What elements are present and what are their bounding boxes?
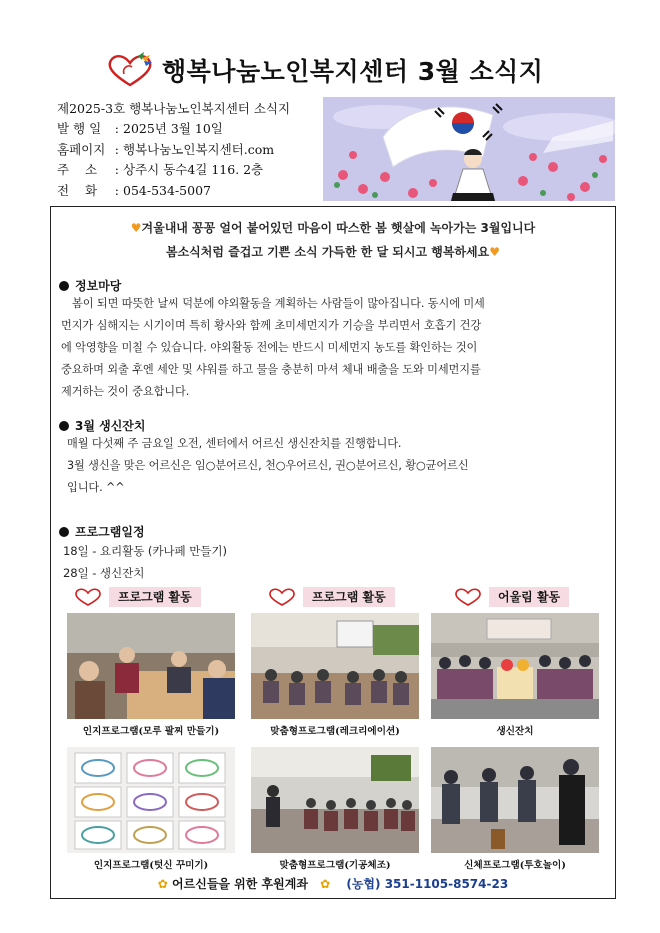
- phone-value: 054-534-5007: [123, 182, 211, 198]
- donation-account-number: (농협) 351-1105-8574-23: [346, 877, 509, 891]
- heart-icon: ♥: [489, 245, 500, 259]
- heart-icon: ♥: [130, 221, 142, 235]
- photo-caption: 맞춤형프로그램(레크리에이션): [270, 726, 400, 737]
- newsletter-body: [50, 206, 616, 899]
- donation-account: [51, 875, 615, 892]
- photo-birthday-party: [431, 613, 599, 719]
- schedule-item: 28일 - 생신잔치: [63, 566, 145, 580]
- flower-icon: ✿: [157, 877, 168, 891]
- photo-caption: 신체프로그램(투호놀이): [464, 860, 566, 871]
- issue-info: [57, 99, 319, 201]
- photo-tuho-game: [431, 747, 599, 853]
- publish-date-value: 2025년 3월 10일: [123, 121, 223, 137]
- gallery-tag: 프로그램 활동: [73, 587, 201, 607]
- hero-illustration: [323, 97, 615, 201]
- birthday-paragraph: 매월 다섯째 주 금요일 오전, 센터에서 어르신 생신잔치를 진행합니다. 3월 생신을 맞은 어르신은 임○분어르신, 천○우어르신, 권○분어르신, 황○균어르신 입니다. ^^: [67, 437, 469, 494]
- gallery-tag: 어울림 활동: [453, 587, 569, 607]
- flower-icon: ✿: [320, 877, 331, 891]
- section-title-info: 정보마당: [59, 277, 121, 294]
- photo-caption: 인지프로그램(모루 팔찌 만들기): [82, 726, 220, 737]
- photo-cognitive-shoe: [67, 747, 235, 853]
- bullet-icon: [59, 281, 69, 291]
- heart-logo-icon: [453, 588, 483, 606]
- address-label: 주 소: [57, 162, 98, 178]
- gallery-tag: 프로그램 활동: [267, 587, 395, 607]
- photo-qigong: [251, 747, 419, 853]
- issue-number: 제2025-3호 행복나눔노인복지센터 소식지: [57, 101, 291, 116]
- phone-row: 전 화 : 054-534-5007: [57, 181, 319, 201]
- schedule-list: [61, 540, 609, 584]
- address-row: 주 소 : 상주시 동수4길 116. 2층: [57, 160, 319, 180]
- photo-caption: 생신잔치: [496, 726, 534, 737]
- bullet-icon: [59, 421, 69, 431]
- donation-label: 어르신들을 위한 후원계좌: [172, 877, 308, 891]
- info-paragraph: 봄이 되면 따뜻한 날씨 덕분에 야외활동을 계획하는 사람들이 많아집니다. 동시에 미세 먼지가 심해지는 시기이며 특히 황사와 함께 초미세먼지가 기승을 부리면서 호흡기 건강 에 악영향을 미칠 수 있습니다. 야외활동 전에는 반드시 미세먼지 농도를 확인하는 것이 중요하며 외출 후엔 세안 및 샤워를 하고 물을 충분히 마셔 체내 배출을 도와 미세먼지를 제거하는 것이 중요합니다.: [61, 297, 485, 398]
- photo-recreation: [251, 613, 419, 719]
- photo-caption: 맞춤형프로그램(기공체조): [279, 860, 391, 871]
- phone-label: 전 화: [57, 182, 98, 198]
- homepage-row: 홈페이지 : 행복나눔노인복지센터.com: [57, 140, 319, 160]
- publish-date-label: 발 행 일: [57, 121, 102, 137]
- publish-date-row: 발 행 일 : 2025년 3월 10일: [57, 119, 319, 139]
- homepage-label: 홈페이지: [57, 141, 106, 157]
- bullet-icon: [59, 527, 69, 537]
- intro-line-1: ♥겨울내내 꽁꽁 얼어 붙어있던 마음이 따스한 봄 햇살에 녹아가는 3월입니다: [130, 221, 536, 235]
- homepage-link[interactable]: 행복나눔노인복지센터.com: [123, 141, 275, 157]
- address-value: 상주시 동수4길 116. 2층: [123, 162, 264, 178]
- intro-line-2: 봄소식처럼 즐겁고 기쁜 소식 가득한 한 달 되시고 행복하세요♥: [166, 245, 500, 259]
- schedule-item: 18일 - 요리활동 (카나페 만들기): [63, 544, 227, 558]
- section-title-birthday: 3월 생신잔치: [59, 417, 146, 434]
- heart-logo-icon: [104, 52, 156, 88]
- section-title-schedule: 프로그램일정: [59, 523, 145, 540]
- newsletter-header: [0, 48, 660, 92]
- heart-logo-icon: [73, 588, 103, 606]
- heart-logo-icon: [267, 588, 297, 606]
- photo-caption: 인지프로그램(텃신 꾸미기): [93, 860, 209, 871]
- page-title: 행복나눔노인복지센터 3월 소식지: [162, 57, 544, 86]
- photo-cognitive-bracelet: [67, 613, 235, 719]
